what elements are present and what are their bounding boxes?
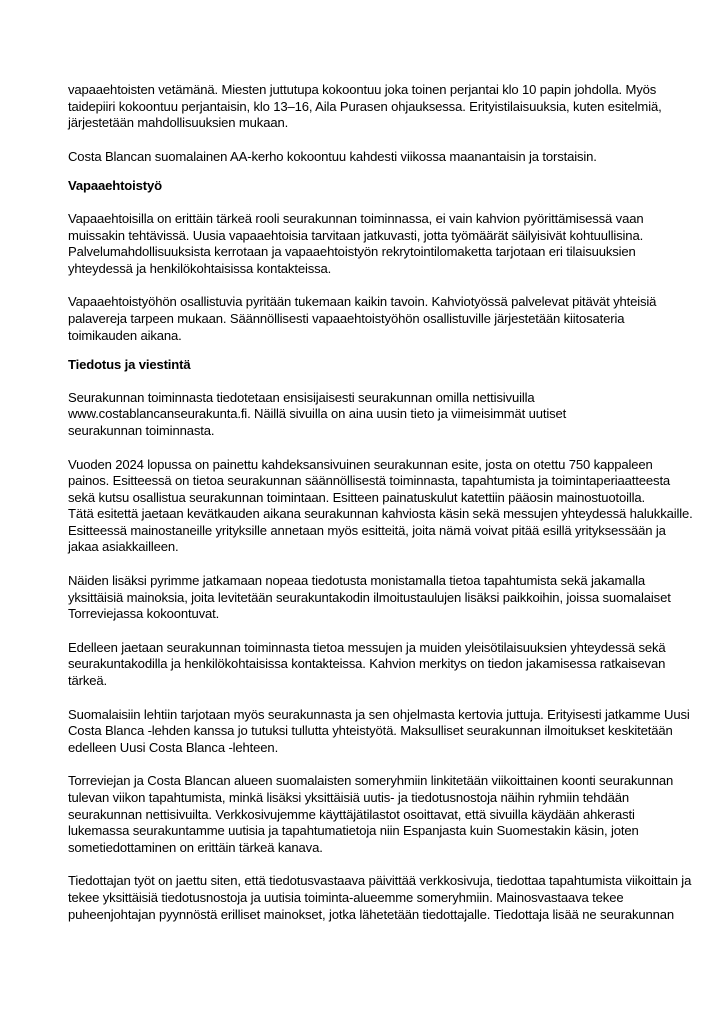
paragraph-newspapers [68,706,690,757]
text-line: Costa Blanca -lehden kanssa jo tutuksi tullutta yhteistyötä. Maksulliset seurakunnan ilmoitukset keskitetään [68,723,673,739]
paragraph-volunteer-support [68,294,668,344]
text-line: edelleen Uusi Costa Blanca -lehteen. [68,739,279,755]
text-line: www.costablancanseurakunta.fi. Näillä sivuilla on aina uusin tieto ja viimeisimmät uutiset [68,406,567,422]
paragraph-volunteer-role [68,211,668,277]
text-line: tekee yksittäisiä tiedotusnostoja ja uutisia toiminta-alueemme someryhmiin. Mainosvastaava tekee [68,889,624,905]
text-line: seurakunnan toiminnasta. [68,422,215,438]
heading-volunteer-work [68,178,668,195]
text-line: seurakunnan nettisivuilta. Verkkosivujemme käyttäjätilastot osoittavat, että sivuilla käydään ahkerasti [68,806,635,822]
text-line: lukemassa seurakuntamme uutisia ja tapahtumatietoja niin Espanjasta kuin Suomestakin käsin, joten [68,823,639,839]
text-line: Vapaaehtoistyöhön osallistuvia pyritään tukemaan kaikin tavoin. Kahviotyössä palvelevat pitävät yhteisiä [68,294,657,310]
text-line: jakaa asiakkailleen. [68,539,179,555]
paragraph-website [68,390,668,440]
document-page [68,82,693,923]
text-line: Esitteessä mainostaneille yrityksille annetaan myös esitteitä, joita nämä voivat pitää esillä yrityksessään ja [68,522,666,538]
paragraph-events-info [68,640,668,690]
heading-text: Tiedotus ja viestintä [68,357,191,373]
text-line: yhteydessä ja henkilökohtaisissa kontakteissa. [68,260,332,276]
text-line: palavereja tarpeen mukaan. Säännöllisesti vapaaehtoistyöhön osallistuville järjestetään kiitosateria [68,310,625,326]
text-line: Näiden lisäksi pyrimme jatkamaan nopeaa tiedotusta monistamalla tietoa tapahtumista sekä jakamalla [68,573,646,589]
paragraph-activities [68,82,668,132]
text-line: järjestetään mahdollisuuksien mukaan. [68,115,289,131]
paragraph-duties [68,873,692,923]
text-line: Vapaaehtoisilla on erittäin tärkeä rooli seurakunnan toiminnassa, ei vain kahvion pyörittämisessä vaan [68,210,644,226]
text-line: Torreviejan ja Costa Blancan alueen suomalaisten someryhmiin linkitetään viikoittainen koonti seurakunnan [68,773,674,789]
text-line: Torreviejassa kokoontuvat. [68,606,220,622]
text-line: muissakin tehtävissä. Uusia vapaaehtoisia tarvitaan jatkuvasti, jotta työmäärät säilyisivät kohtuullisina. [68,227,644,243]
text-line: puheenjohtajan pyynnöstä erilliset mainokset, jotka lähetetään tiedottajalle. Tiedottaja lisää ne seurakunnan [68,906,675,922]
text-line: seurakuntakodilla ja henkilökohtaisissa kontakteissa. Kahvion merkitys on tiedon jakamisessa ratkaisevan [68,656,666,672]
text-line: taidepiiri kokoontuu perjantaisin, klo 13–16, Aila Purasen ohjauksessa. Erityistilaisuuksia, kuten esitelmiä, [68,98,662,114]
text-line: Palvelumahdollisuuksista kerrotaan ja vapaaehtoistyön rekrytointilomaketta tarjotaan eri tilaisuuksien [68,244,636,260]
text-line: Edelleen jaetaan seurakunnan toiminnasta tietoa messujen ja muiden yleisötilaisuuksien yhteydessä sekä [68,639,666,655]
paragraph-brochure [68,456,693,557]
text-line: toimikauden aikana. [68,327,182,343]
heading-text: Vapaaehtoistyö [68,178,162,194]
paragraph-flyers [68,573,671,623]
text-line: vapaaehtoisten vetämänä. Miesten juttutupa kokoontuu joka toinen perjantai klo 10 papin johdolla. Myös [68,82,657,97]
text-line: Suomalaisiin lehtiin tarjotaan myös seurakunnasta ja sen ohjelmasta kertovia juttuja. Erityisesti jatkamme Uusi [68,706,690,722]
text-line: sekä kutsu osallistua seurakunnan toimintaan. Esitteen painatuskulut katettiin pääosin mainostuotoilla. [68,489,646,505]
text-line: Costa Blancan suomalainen AA-kerho kokoontuu kahdesti viikossa maanantaisin ja torstaisin. [68,148,597,164]
text-line: tulevan viikon tapahtumista, minkä lisäksi yksittäisiä uutis- ja tiedotusnostoja näihin ryhmiin tehdään [68,790,629,805]
text-line: sometiedottaminen on erittäin tärkeä kanava. [68,839,323,855]
paragraph-social-media [68,773,674,856]
text-line: painos. Esitteessä on tietoa seurakunnan säännöllisestä toiminnasta, tapahtumista ja toimintaperiaatteesta [68,473,671,489]
text-line: tärkeä. [68,673,107,689]
text-line: Tätä esitettä jaetaan kevätkauden aikana seurakunnan kahviosta käsin sekä messujen yhteydessä halukkaille. [68,506,693,522]
text-line: Vuoden 2024 lopussa on painettu kahdeksansivuinen seurakunnan esite, josta on otettu 750 kappaleen [68,456,653,472]
text-line: yksittäisiä mainoksia, joita levitetään seurakuntakodin ilmoitustaulujen lisäksi paikkoihin, joissa suomalaiset [68,589,671,605]
text-line: Tiedottajan työt on jaettu siten, että tiedotusvastaava päivittää verkkosivuja, tiedottaa tapahtumista viikoittain ja [68,873,692,889]
paragraph-aa-club [68,149,668,166]
heading-communication [68,357,668,374]
text-line: Seurakunnan toiminnasta tiedotetaan ensisijaisesti seurakunnan omilla nettisivuilla [68,389,535,405]
